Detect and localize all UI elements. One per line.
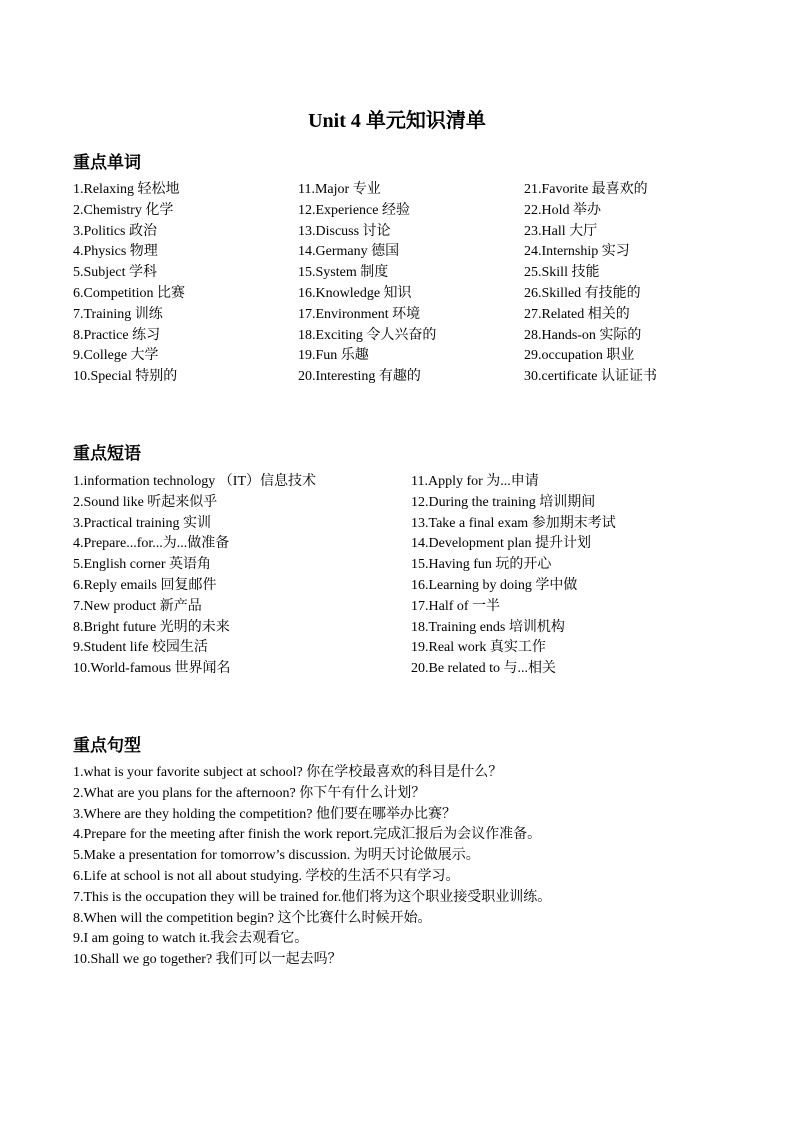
word-item: 13.Discuss 讨论	[298, 223, 391, 239]
sentence-item: 6.Life at school is not all about studying. 学校的生活不只有学习。	[73, 868, 460, 884]
sentence-item: 4.Prepare for the meeting after finish the work report.完成汇报后为会议作准备。	[73, 827, 542, 843]
page-title: Unit 4 单元知识清单	[308, 110, 486, 132]
phrases-column-2	[411, 472, 616, 680]
phrase-item: 11.Apply for 为...申请	[411, 474, 539, 489]
word-item: 9.College 大学	[73, 348, 159, 364]
word-item: 8.Practice 练习	[73, 327, 161, 343]
phrase-item: 17.Half of 一半	[411, 598, 501, 614]
words-heading: 重点单词	[73, 153, 141, 172]
phrase-item: 6.Reply emails 回复邮件	[73, 577, 217, 593]
sentence-item: 3.Where are they holding the competition? 他们要在哪举办比赛？	[73, 806, 456, 822]
word-item: 16.Knowledge 知识	[298, 285, 412, 301]
phrase-item: 18.Training ends 培训机构	[411, 619, 565, 635]
word-item: 27.Related 相关的	[524, 306, 630, 322]
sentence-item: 1.what is your favorite subject at school? 你在学校最喜欢的科目是什么？	[73, 765, 503, 780]
word-item: 19.Fun 乐趣	[298, 348, 369, 364]
phrase-item: 19.Real work 真实工作	[411, 640, 546, 656]
word-item: 6.Competition 比赛	[73, 285, 185, 301]
phrases-column-1	[73, 472, 316, 680]
sentence-item: 9.I am going to watch it.我会去观看它。	[73, 931, 309, 947]
word-item: 20.Interesting 有趣的	[298, 369, 421, 385]
word-item: 2.Chemistry 化学	[73, 202, 174, 218]
word-item: 15.System 制度	[298, 265, 389, 281]
sentence-item: 7.This is the occupation they will be trained for.他们将为这个职业接受职业训练。	[73, 889, 552, 905]
word-item: 26.Skilled 有技能的	[524, 285, 641, 301]
word-item: 17.Environment 环境	[298, 306, 421, 322]
word-item: 28.Hands-on 实际的	[524, 327, 642, 343]
phrases-heading: 重点短语	[73, 444, 141, 463]
word-item: 23.Hall 大厅	[524, 223, 598, 239]
word-item: 24.Internship 实习	[524, 244, 630, 260]
word-item: 7.Training 训练	[73, 306, 163, 322]
phrase-item: 9.Student life 校园生活	[73, 640, 208, 656]
phrase-item: 8.Bright future 光明的未来	[73, 619, 230, 635]
word-item: 21.Favorite 最喜欢的	[524, 182, 648, 197]
word-item: 14.Germany 德国	[298, 244, 400, 260]
sentences-heading: 重点句型	[73, 736, 141, 755]
phrase-item: 13.Take a final exam 参加期末考试	[411, 515, 616, 531]
sentences-list	[73, 763, 551, 971]
sentence-item: 2.What are you plans for the afternoon? 你下午有什么计划？	[73, 785, 426, 801]
phrase-item: 16.Learning by doing 学中做	[411, 577, 578, 593]
sentence-item: 10.Shall we go together? 我们可以一起去吗？	[73, 952, 342, 968]
phrase-item: 2.Sound like 听起来似乎	[73, 494, 218, 510]
word-item: 30.certificate 认证证书	[524, 369, 657, 385]
word-item: 29.occupation 职业	[524, 348, 635, 364]
word-item: 10.Special 特别的	[73, 369, 178, 385]
phrase-item: 14.Development plan 提升计划	[411, 536, 592, 552]
word-item: 11.Major 专业	[298, 182, 381, 197]
phrase-item: 12.During the training 培训期间	[411, 494, 596, 510]
sentence-item: 8.When will the competition begin? 这个比赛什么时候开始。	[73, 910, 432, 926]
word-item: 1.Relaxing 轻松地	[73, 182, 180, 197]
word-item: 12.Experience 经验	[298, 202, 410, 218]
word-item: 4.Physics 物理	[73, 244, 158, 260]
word-item: 5.Subject 学科	[73, 265, 157, 281]
phrase-item: 20.Be related to 与...相关	[411, 661, 557, 677]
phrase-item: 10.World-famous 世界闻名	[73, 661, 231, 677]
words-column-2	[298, 180, 436, 388]
phrase-item: 1.information technology （IT）信息技术	[73, 474, 317, 489]
phrase-item: 15.Having fun 玩的开心	[411, 557, 552, 573]
phrase-item: 4.Prepare...for...为...做准备	[73, 536, 230, 552]
sentence-item: 5.Make a presentation for tomorrow’s discussion. 为明天讨论做展示。	[73, 848, 480, 864]
word-item: 18.Exciting 令人兴奋的	[298, 327, 437, 343]
word-item: 3.Politics 政治	[73, 223, 158, 239]
words-column-3	[524, 180, 657, 388]
word-item: 22.Hold 举办	[524, 202, 601, 218]
words-column-1	[73, 180, 185, 388]
phrase-item: 3.Practical training 实训	[73, 515, 212, 531]
phrase-item: 7.New product 新产品	[73, 598, 202, 614]
phrase-item: 5.English corner 英语角	[73, 557, 212, 573]
word-item: 25.Skill 技能	[524, 265, 600, 281]
